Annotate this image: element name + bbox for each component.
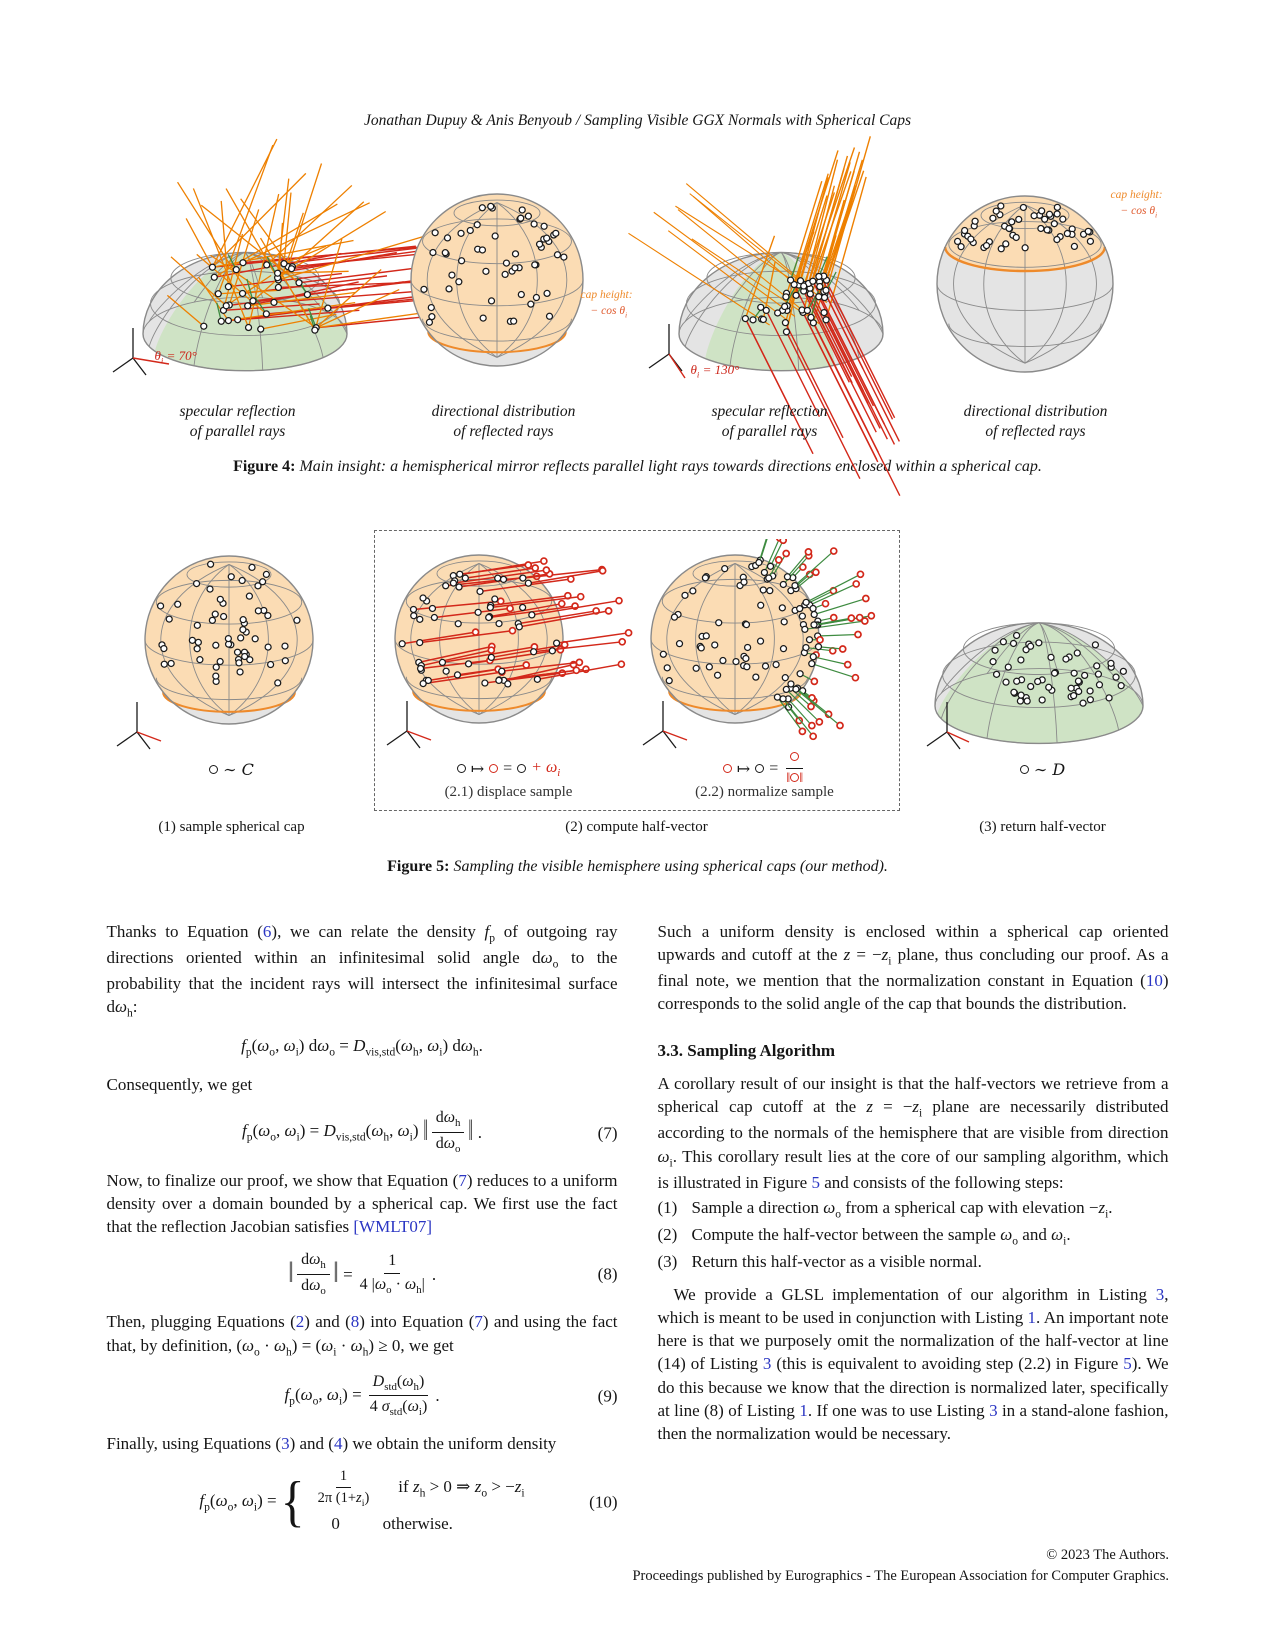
equation-number: (7) [597, 1122, 618, 1142]
step-2-1-label: (2.1) displace sample [444, 783, 573, 800]
figure4-panel-4 [901, 166, 1171, 442]
normalize-sample-diagram [637, 539, 893, 749]
cross-reference[interactable]: 3 [762, 1354, 772, 1374]
sample-dot-icon [457, 764, 466, 773]
equation-unnumbered: $f_p(\omega_o$, $\omega_i$) $d\omega_o = D_{vis,std}(\omega_h$, $\omega_i$) $d\omega_h$. [241, 1036, 483, 1059]
running-header: Jonathan Dupuy & Anis Benyoub / Sampling Visible GGX Normals with Spherical Caps [363, 112, 912, 129]
visible-normals-hemisphere-diagram [917, 540, 1169, 750]
step2-caption: (2) compute half-vector [565, 818, 708, 835]
panel-caption: directional distribution of reflected rays [963, 403, 1108, 440]
normalize-formula: ↦ = ‖ ‖ [637, 754, 893, 784]
normal-distribution-label: ∼ D [917, 755, 1169, 785]
equation-number: (10) [589, 1492, 618, 1512]
step1-caption: (1) sample spherical cap [158, 818, 305, 835]
panel-caption: specular reflection of parallel rays [179, 403, 296, 440]
paragraph: Thanks to Equation (6), we can relate the density $f_p$ of outgoing ray directions oriented within an infinitesimal solid angle $d\omega_o$ to the probability that the incident rays will intersect the infinitesimal surface $d\omega_h$: [106, 921, 618, 1020]
displaced-dot-icon [790, 752, 799, 761]
reflected-distribution-sphere-diagram [369, 166, 639, 398]
cross-reference[interactable]: 6 [262, 921, 272, 941]
figure4 [107, 166, 1169, 476]
equation-number: (9) [597, 1386, 618, 1406]
figure4-panel-1 [107, 166, 369, 442]
figure5 [107, 530, 1169, 876]
figure4-caption: Figure 4: Main insight: a hemispherical mirror reflects parallel light rays towards directions enclosed within a spherical cap. [233, 457, 1042, 475]
compute-half-vector-box [374, 530, 900, 811]
cross-reference[interactable]: 1 [1027, 1308, 1037, 1328]
displaced-dot-icon [723, 764, 732, 773]
cross-reference[interactable]: 5 [811, 1172, 820, 1192]
cross-reference[interactable]: 10 [1145, 970, 1163, 990]
paragraph: A corollary result of our insight is that the half-vectors we retrieve from a spherical cap cutoff at the $z = -z_i$ plane are necessarily distributed according to the normals of the hemisphere that are visible from direction $\omega_i$. This corollary result lies at the core of our sampling algorithm, which is illustrated in Figure 5 and consists of the following steps: [657, 1074, 1169, 1192]
algorithm-step-1: (1) Sample a direction $\omega_o$ from a spherical cap with elevation $-z_i$. [657, 1197, 1113, 1221]
figure4-panel-2 [369, 166, 639, 442]
figure5-panel-4 [917, 540, 1169, 785]
figure5-panel-3 [637, 539, 893, 806]
sample-dot-icon [1020, 765, 1029, 774]
displaced-dot-icon [790, 773, 799, 782]
equation-10: $f_p(\omega_o$, $\omega_i$) = { $\frac{1}{2\pi (1+z_i)}$ if $z_h > 0$ ⇒ $z_o > -z_i$ 0 otherwise. (10) [199, 1468, 618, 1533]
displace-sample-diagram [381, 539, 637, 749]
cross-reference[interactable]: 1 [799, 1400, 808, 1420]
figure5-caption: Figure 5: Sampling the visible hemisphere using spherical caps (our method). [387, 857, 888, 875]
sample-dot-icon [755, 764, 764, 773]
algorithm-step-3: (3) Return this half-vector as a visible normal. [657, 1251, 982, 1271]
paragraph: We provide a GLSL implementation of our algorithm in Listing 3, which is meant to be used in conjunction with Listing 1. An important note here is that we purposely omit the normalization of the half-vector at line (14) of Listing 3 (this is equivalent to avoiding step (2.2) in Figure 5). We do this because we know that the direction is normalized later, specifically at line (8) of Listing 1. If one was to use Listing 3 in a stand-alone fashion, then the normalization would be necessary. [657, 1285, 1169, 1443]
paragraph: Then, plugging Equations (2) and (8) into Equation (7) and using the fact that, by definition, $(\omega_o \cdot \omega_h) = (\omega_i \cdot \omega_h) \ge 0$, we get [106, 1312, 618, 1358]
cross-reference[interactable]: 8 [350, 1312, 360, 1332]
paragraph: Consequently, we get [106, 1075, 253, 1095]
cross-reference[interactable]: 7 [458, 1170, 467, 1190]
cap-height-label: cap height: − $\cos \theta_i$ [580, 289, 633, 319]
cross-reference[interactable]: 3 [281, 1433, 290, 1453]
step-2-2-label: (2.2) normalize sample [695, 783, 834, 800]
cross-reference[interactable]: 5 [1123, 1354, 1132, 1374]
cross-reference[interactable]: 7 [474, 1312, 483, 1332]
algorithm-step-2: (2) Compute the half-vector between the sample $\omega_o$ and $\omega_i$. [657, 1224, 1071, 1248]
equation-8: ‖ $\frac{d\omega_h}{d\omega_o}$ ‖ = $\frac{1}{4 |\omega_o \cdot \omega_h|}$ . (8) [288, 1251, 618, 1297]
panel-caption: specular reflection of parallel rays [711, 403, 828, 440]
cross-reference[interactable]: 3 [989, 1400, 998, 1420]
cap-height-label: cap height: − $\cos \theta_i$ [1110, 189, 1163, 219]
incident-angle-label: $\theta_i = 70^\circ$ [154, 348, 197, 366]
copyright-line: © 2023 The Authors. [1046, 1546, 1169, 1563]
sample-distribution-label: ∼ C [107, 755, 357, 785]
incident-angle-label: $\theta_i = 130^\circ$ [690, 362, 740, 380]
step3-caption: (3) return half-vector [979, 818, 1106, 835]
sample-dot-icon [517, 764, 526, 773]
equation-number: (8) [597, 1264, 618, 1284]
cross-reference[interactable]: 4 [333, 1433, 343, 1453]
cross-reference[interactable]: 3 [1155, 1285, 1165, 1305]
figure5-panel-2 [381, 539, 637, 806]
panel-caption: directional distribution of reflected rays [431, 403, 576, 440]
sample-dot-icon [209, 765, 218, 774]
hemisphere-mirror-rays-70-diagram [107, 166, 369, 398]
left-column [107, 920, 618, 1548]
figure5-panel-1 [107, 540, 357, 785]
page-footer [632, 1545, 1169, 1587]
paragraph: Finally, using Equations (3) and (4) we obtain the uniform density [106, 1433, 557, 1453]
equation-9: $f_p(\omega_o$, $\omega_i$) = $\frac{D_{std}(\omega_h)}{4 \sigma_{std}(\omega_i)}$ . (9) [284, 1372, 618, 1419]
right-column [658, 920, 1169, 1548]
equation-7: $f_p(\omega_o$, $\omega_i) = D_{vis,std}(\omega_h$, $\omega_i$) ‖ $\frac{d\omega_h}{d\omega_o}$ ‖ . (7) [242, 1109, 618, 1156]
cross-reference[interactable]: [WMLT07] [353, 1216, 433, 1236]
hemisphere-mirror-rays-130-diagram [639, 166, 901, 398]
displace-formula: ↦ = + $\omega_i$ [381, 754, 637, 784]
displaced-dot-icon [489, 764, 498, 773]
paragraph: Now, to finalize our proof, we show that Equation (7) reduces to a uniform density over a domain bounded by a spherical cap. We first use the fact that the reflection Jacobian satisfies [WMLT07] [106, 1170, 618, 1236]
paragraph: Such a uniform density is enclosed within a spherical cap oriented upwards and cutoff at the $z = -z_i$ plane, thus concluding our proof. As a final note, we mention that the normalization constant in Equation (10) corresponds to the solid angle of the cap that bounds the distribution. [657, 921, 1169, 1013]
figure4-panel-3 [639, 166, 901, 442]
proceedings-line: Proceedings published by Eurographics - The European Association for Computer Graphics. [632, 1567, 1169, 1584]
section-heading: 3.3. Sampling Algorithm [657, 1041, 836, 1061]
spherical-cap-samples-diagram [107, 540, 357, 750]
figure5-step-captions [107, 819, 1169, 836]
cross-reference[interactable]: 2 [295, 1312, 305, 1332]
